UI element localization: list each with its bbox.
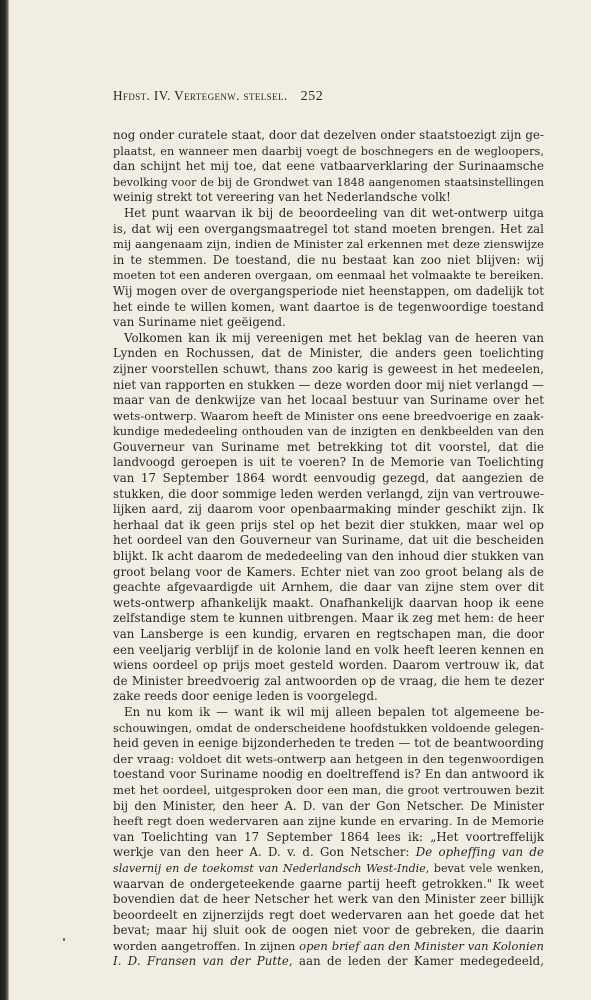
text-segment: groot belang voor de Kamers. Echter niet van zoo groot belang als de [113, 564, 544, 579]
text-segment: maar van de denkwijze van het locaal bestuur van Suriname over het [113, 393, 544, 408]
text-line [113, 908, 544, 924]
text-segment: bevolking voor de bij de Grondwet van 1848 aangenomen staatsinstellingen [113, 175, 544, 189]
text-line [113, 300, 544, 316]
text-line [113, 159, 544, 175]
text-segment: dan schijnt het mij toe, dat eene vatbaarverklaring der Surinaamsche [113, 159, 544, 174]
text-segment: En nu kom ik — want ik wil mij alleen bepalen tot algemeene be- [124, 704, 544, 719]
text-segment: in te stemmen. De toestand, die nu bestaat kan zoo niet blijven: wij [113, 252, 544, 267]
text-segment: nog onder curatele staat, door dat dezelven onder staatstoezigt zijn ge- [113, 128, 544, 142]
paper-speck [63, 938, 65, 941]
text-segment: mij aangenaam zijn, indien de Minister zal erkennen met deze zienswijze [113, 237, 544, 252]
text-segment: blijkt. Ik acht daarom de mededeeling van den inhoud dier stukken van [113, 549, 544, 564]
text-line [113, 814, 544, 830]
book-spine-edge [0, 0, 9, 1000]
text-segment: bij den Minister, den heer A. D. van der Gon Netscher. De Minister [113, 798, 544, 813]
text-segment: zelfstandige stem te kunnen uitbrengen. Maar ik zeg met hem: de heer [113, 611, 544, 626]
text-segment: , bevat vele wenken, [425, 861, 544, 875]
text-segment: het oordeel van den Gouverneur van Suriname, dat uit die bescheiden [113, 533, 544, 548]
text-line [113, 783, 544, 799]
italic-text: slavernij en de toekomst van Nederlandsch West-Indie [113, 861, 426, 875]
text-segment: schouwingen, omdat de onderscheidene hoofdstukken voldoende gelegen- [113, 721, 544, 735]
running-head-title: Hfdst. IV. Vertegenw. stelsel. [113, 88, 288, 103]
text-line [113, 845, 544, 861]
text-line [113, 674, 544, 690]
book-page [113, 88, 544, 970]
text-segment: een veeljarig verblijf in de kolonie land en volk heeft leeren kennen en [113, 642, 544, 657]
text-line [113, 175, 544, 191]
text-line [113, 268, 544, 284]
text-segment: van Toelichting van 17 September 1864 lees ik: „Het voortreffelijk [113, 829, 544, 844]
text-line [113, 440, 544, 456]
text-line [113, 611, 544, 627]
text-segment: geachte afgevaardigde uit Arnhem, die daar van zijne stem over dit [113, 580, 544, 595]
text-line [113, 346, 544, 362]
text-line [113, 861, 544, 877]
text-line [113, 487, 544, 503]
text-segment: beoordeelt en zijnerzijds regt doet wedervaren aan het goede dat het [113, 907, 544, 922]
text-line [113, 284, 544, 300]
text-segment: van 17 September 1864 wordt eenvoudig gezegd, dat aangezien de [113, 471, 544, 486]
text-segment: landvoogd geroepen is uit te voeren? In de Memorie van Toelichting [113, 455, 544, 470]
text-line [113, 877, 544, 893]
text-segment: stukken, die door sommige leden werden verlangd, zijn van vertrouwe- [113, 486, 544, 501]
text-line [113, 736, 544, 752]
text-line [113, 954, 544, 970]
text-segment: heid geven in eenige bijzonderheden te treden — tot de beantwoording [113, 736, 544, 751]
text-line [113, 752, 544, 768]
text-segment: van Suriname niet geëigend. [113, 315, 286, 330]
text-line [113, 658, 544, 674]
text-segment: de Minister breedvoerig zal antwoorden op de vraag, die hem te dezer [113, 673, 544, 688]
text-line [113, 705, 544, 721]
italic-text: De opheffing van de [415, 845, 544, 860]
text-line [113, 627, 544, 643]
italic-text: I. D. Fransen van der Putte [113, 954, 289, 969]
text-line [113, 565, 544, 581]
text-line [113, 923, 544, 939]
text-line [113, 767, 544, 783]
running-head [113, 88, 544, 106]
text-segment: Het punt waarvan ik bij de beoordeeling van dit wet-ontwerp uitga [124, 205, 544, 220]
text-segment: Wij mogen over de overgangsperiode niet heenstappen, om dadelijk tot [113, 283, 544, 298]
text-segment: der vraag: voldoet dit wets-ontwerp aan hetgeen in den tegenwoordigen [113, 751, 544, 766]
text-segment: werkje van den heer A. D. v. d. Gon Netscher: [113, 845, 416, 860]
text-segment: moeten tot een anderen overgaan, om eenmaal het volmaakte te bereiken. [113, 269, 544, 283]
text-segment: het einde te willen komen, want daartoe is de tegenwoordige toestand [113, 299, 544, 314]
text-line [113, 128, 544, 144]
text-line [113, 253, 544, 269]
text-line [113, 315, 544, 331]
body-text [113, 128, 544, 970]
text-segment: bovendien dat de heer Netscher het werk van den Minister zeer billijk [113, 892, 544, 907]
text-segment: kundige mededeeling onthouden van de inzigten en denkbeelden van den [113, 425, 544, 439]
text-line [113, 190, 544, 206]
text-line [113, 721, 544, 737]
text-line [113, 378, 544, 394]
text-line [113, 892, 544, 908]
text-segment: Lynden en Rochussen, dat de Minister, die anders geen toelichting [113, 346, 544, 361]
text-line [113, 596, 544, 612]
text-line [113, 549, 544, 565]
text-segment: Gouverneur van Suriname met betrekking tot dit voorstel, dat die [113, 439, 544, 454]
text-segment: van Lansberge is een kundig, ervaren en regtschapen man, die door [113, 627, 544, 641]
text-line [113, 237, 544, 253]
text-line [113, 502, 544, 518]
text-segment: weinig strekt tot vereering van het Nederlandsche volk! [113, 190, 451, 205]
text-line [113, 393, 544, 409]
text-segment: bevat; maar hij sluit ook de oogen niet voor de gebreken, die daarin [113, 923, 544, 938]
text-line [113, 409, 544, 425]
text-segment: , aan de leden der Kamer medegedeeld, [288, 954, 544, 969]
text-segment: wets-ontwerp. Waarom heeft de Minister ons eene breedvoerige en zaak- [113, 408, 544, 423]
text-line [113, 533, 544, 549]
text-line [113, 939, 544, 955]
text-line [113, 689, 544, 705]
text-line [113, 144, 544, 160]
text-segment: met het oordeel, uitgesproken door een man, die groot vertrouwen bezit [113, 782, 544, 797]
text-segment: heeft regt doen wedervaren aan zijne kunde en ervaring. In de Memorie [113, 814, 544, 829]
text-segment: zake reeds door eenige leden is voorgelegd. [113, 689, 378, 704]
text-line [113, 580, 544, 596]
text-line [113, 830, 544, 846]
text-line [113, 331, 544, 347]
page-number: 252 [300, 89, 324, 104]
text-segment: lijken aard, zij daarom voor openbaarmaking minder geschikt zijn. Ik [113, 502, 544, 517]
text-segment: wets-ontwerp afhankelijk maakt. Onafhankelijk daarvan hoop ik eene [113, 595, 544, 610]
text-segment: worden aangetroffen. In zijnen [113, 938, 300, 953]
text-segment: wiens oordeel op prijs moet gesteld worden. Daarom vertrouw ik, dat [113, 658, 544, 673]
text-segment: niet van rapporten en stukken — deze worden door mij niet verlangd — [113, 377, 544, 392]
text-segment: plaatst, en wanneer men daarbij voegt de boschnegers en de wegloopers, [113, 144, 544, 158]
text-line [113, 206, 544, 222]
text-segment: is, dat wij een overgangsmaatregel tot stand moeten brengen. Het zal [113, 221, 544, 236]
text-segment: zijner voorstellen schuwt, thans zoo karig is geweest in het medeelen, [113, 361, 544, 376]
text-line [113, 455, 544, 471]
text-line [113, 362, 544, 378]
text-segment: waarvan de ondergeteekende gaarne partij heeft getrokken." Ik weet [113, 876, 544, 891]
text-line [113, 799, 544, 815]
italic-text: open brief aan den Minister van Kolonien [299, 938, 544, 953]
text-line [113, 518, 544, 534]
text-segment: Volkomen kan ik mij vereenigen met het beklag van de heeren van [124, 330, 544, 345]
text-line [113, 424, 544, 440]
text-line [113, 643, 544, 659]
text-line [113, 222, 544, 238]
text-segment: herhaal dat ik geen prijs stel op het bezit dier stukken, maar wel op [113, 517, 544, 532]
text-line [113, 471, 544, 487]
text-segment: toestand voor Suriname noodig en doeltreffend is? En dan antwoord ik [113, 767, 544, 782]
